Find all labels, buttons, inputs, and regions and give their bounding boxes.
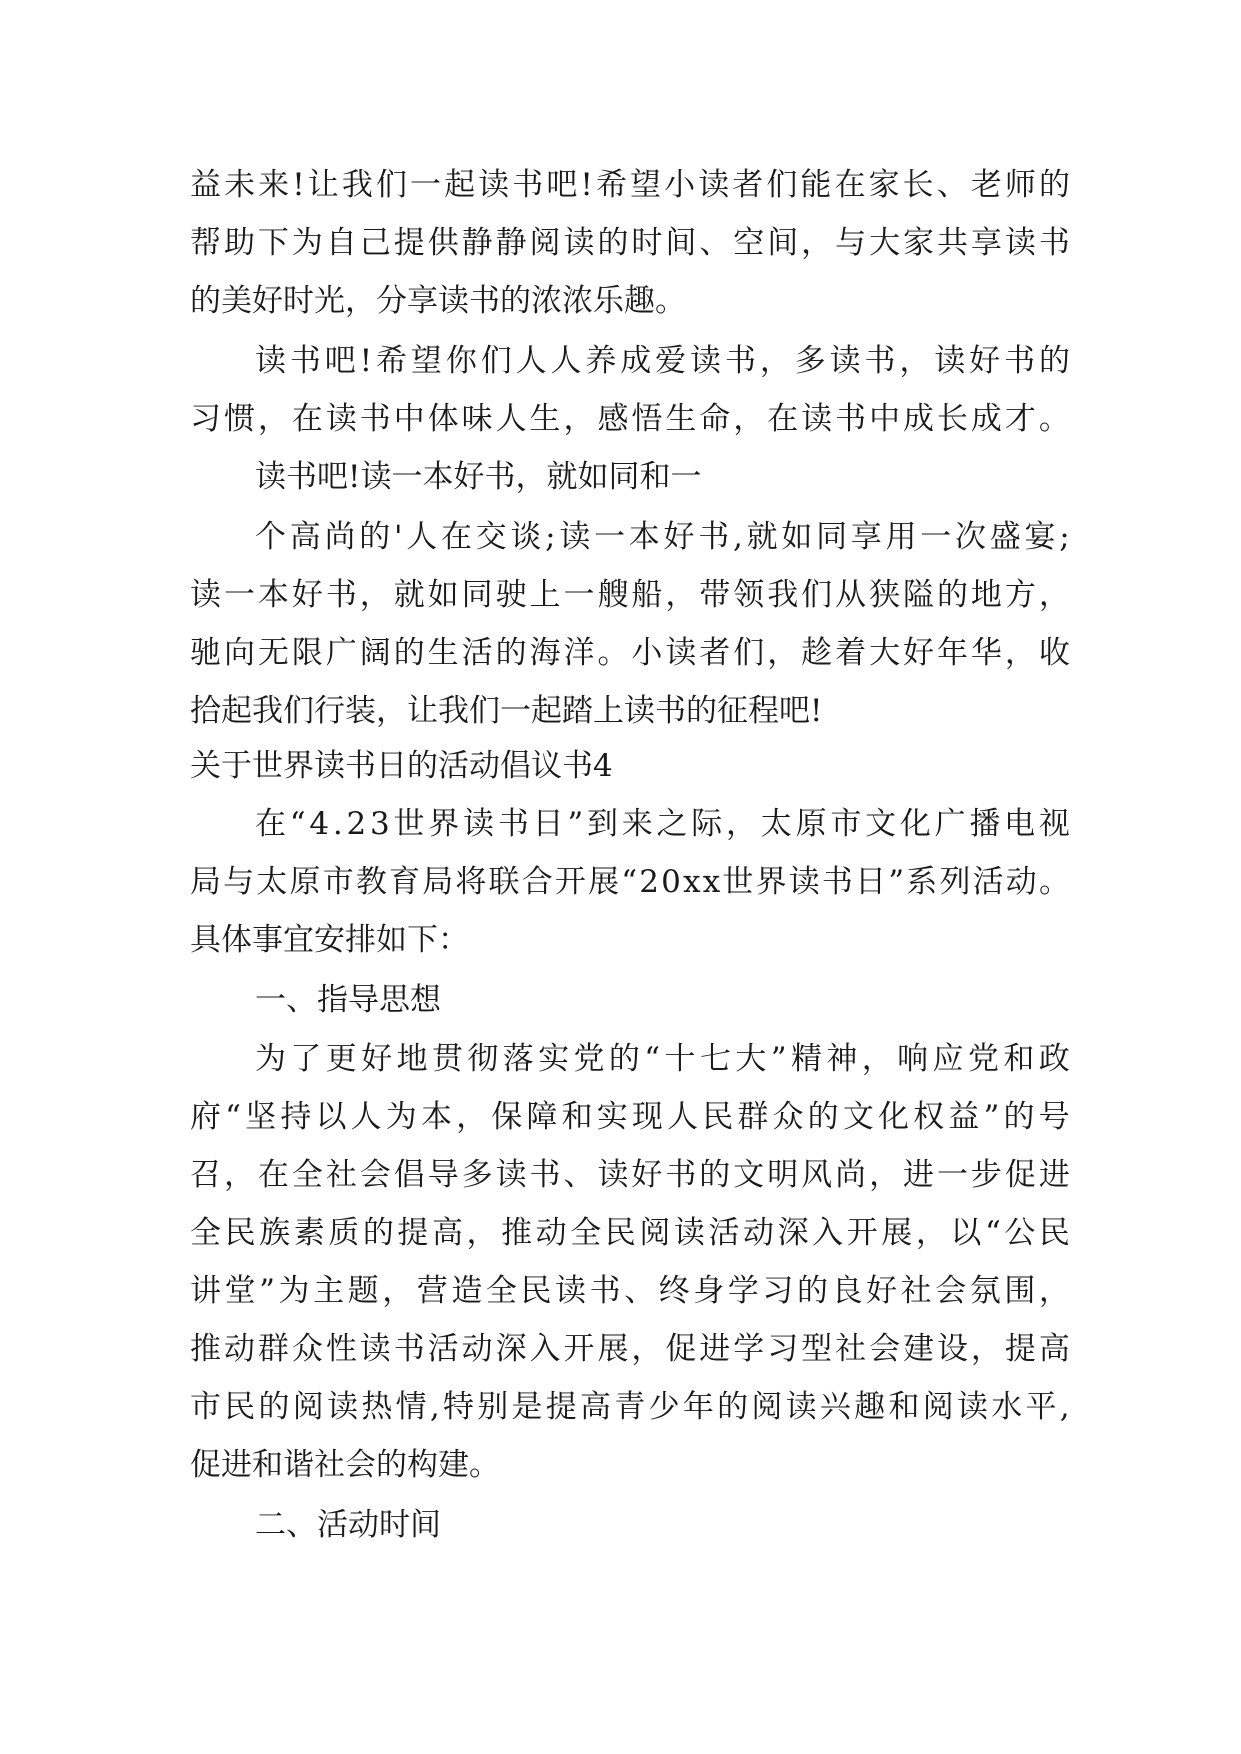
text-line: 府 “ 坚 持 以 人 为 本 ， 保 障 和 实 现 人 民 群 众 的 文 化 权 益 ” 的 号	[190, 1099, 1070, 1135]
text-line: 具体事宜安排如下：	[190, 922, 469, 958]
paragraph-start: 个 高 尚 的 ' 人 在 交 谈 ; 读 一 本 好 书 , 就 如 同 享 用 一 次 盛 宴 ;	[255, 519, 1070, 555]
text-line: 市 民 的 阅 读 热 情 , 特 别 是 提 高 青 少 年 的 阅 读 兴 趣 和 阅 读 水 平 ,	[190, 1389, 1070, 1425]
paragraph-start: 为 了 更 好 地 贯 彻 落 实 党 的 “ 十 七 大 ” 精 神 ， 响 应 党 和 政	[255, 1041, 1070, 1077]
paragraph-start: 在 “ 4 . 2 3 世 界 读 书 日 ” 到 来 之 际 ， 太 原 市 文 化 广 播 电 视	[255, 806, 1070, 842]
subsection-heading: 二、活动时间	[255, 1507, 441, 1543]
subsection-heading: 一、指导思想	[255, 982, 441, 1018]
text-line: 促进和谐社会的构建。	[190, 1447, 500, 1483]
text-line: 推 动 群 众 性 读 书 活 动 深 入 开 展 ， 促 进 学 习 型 社 会 建 设 ， 提 高	[190, 1331, 1070, 1367]
text-line: 局 与 太 原 市 教 育 局 将 联 合 开 展 “ 2 0 x x 世 界 读 书 日 ” 系 列 活 动 。	[190, 864, 1070, 900]
section-heading: 关于世界读书日的活动倡议书4	[190, 748, 613, 784]
text-line: 驰 向 无 限 广 阔 的 生 活 的 海 洋 。 小 读 者 们 ， 趁 着 大 好 年 华 ， 收	[190, 635, 1070, 671]
text-line: 讲 堂 ” 为 主 题 ， 营 造 全 民 读 书 、 终 身 学 习 的 良 好 社 会 氛 围 ，	[190, 1273, 1070, 1309]
text-line: 全 民 族 素 质 的 提 高 ， 推 动 全 民 阅 读 活 动 深 入 开 展 ， 以 “ 公 民	[190, 1215, 1070, 1251]
paragraph-start: 读书吧!读一本好书，就如同和一	[255, 459, 702, 495]
text-line: 读 一 本 好 书 ， 就 如 同 驶 上 一 艘 船 ， 带 领 我 们 从 狭 隘 的 地 方 ，	[190, 577, 1070, 613]
text-line: 帮 助 下 为 自 己 提 供 静 静 阅 读 的 时 间 、 空 间 ， 与 大 家 共 享 读 书	[190, 225, 1070, 261]
text-line: 召 ， 在 全 社 会 倡 导 多 读 书 、 读 好 书 的 文 明 风 尚 ， 进 一 步 促 进	[190, 1157, 1070, 1193]
text-line: 的美好时光，分享读书的浓浓乐趣。	[190, 283, 686, 319]
text-line: 习 惯 ， 在 读 书 中 体 味 人 生 ， 感 悟 生 命 ， 在 读 书 中 成 长 成 才 。	[190, 401, 1070, 437]
text-line: 拾起我们行装，让我们一起踏上读书的征程吧!	[190, 693, 823, 729]
text-line: 益 未 来 ! 让 我 们 一 起 读 书 吧 ! 希 望 小 读 者 们 能 在 家 长 、 老 师 的	[190, 167, 1070, 203]
paragraph-start: 读 书 吧 ! 希 望 你 们 人 人 养 成 爱 读 书 ， 多 读 书 ， 读 好 书 的	[255, 343, 1070, 379]
